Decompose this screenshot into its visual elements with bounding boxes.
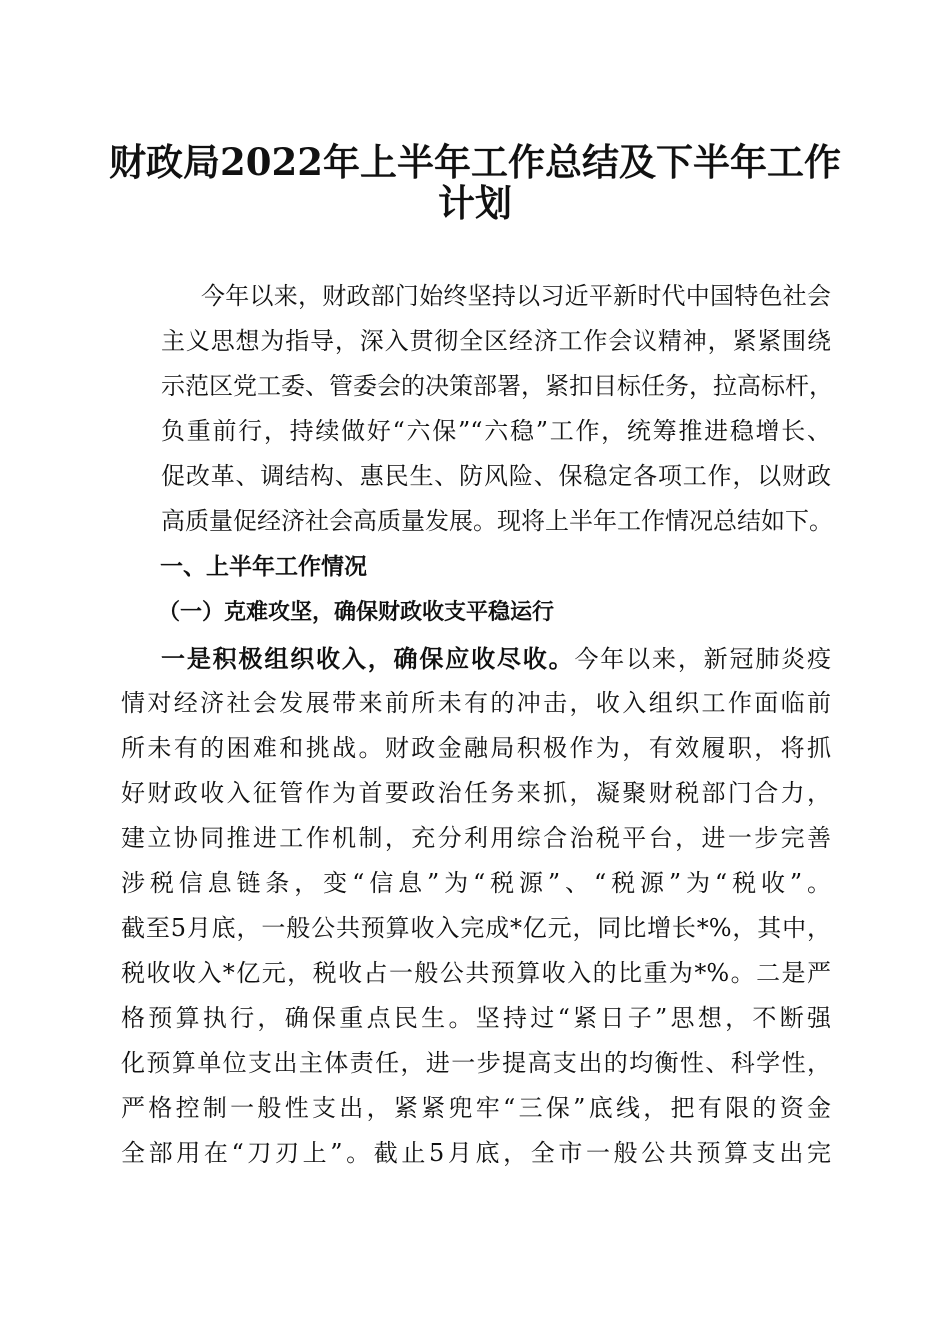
body-first-line	[121, 636, 831, 681]
intro-line: 今年以来，财政部门始终坚持以习近平新时代中国特色社会	[201, 282, 831, 310]
body-line: 涉税信息链条，变“信息”为“税源”、“税源”为“税收”。	[121, 869, 831, 897]
subsection-heading: （一）克难攻坚，确保财政收支平稳运行	[158, 599, 555, 625]
intro-line: 高质量促经济社会高质量发展。现将上半年工作情况总结如下。	[161, 507, 833, 535]
body-line: 税收收入*亿元，税收占一般公共预算收入的比重为*%。二是严	[121, 959, 831, 987]
body-line: 格预算执行，确保重点民生。坚持过“紧日子”思想，不断强	[121, 1004, 831, 1032]
intro-line: 负重前行，持续做好“六保”“六稳”工作，统筹推进稳增长、	[161, 417, 831, 445]
body-line: 好财政收入征管作为首要政治任务来抓，凝聚财税部门合力，	[121, 779, 831, 807]
section-heading: 一、上半年工作情况	[160, 554, 367, 580]
body-line: 全部用在“刀刃上”。截止5月底，全市一般公共预算支出完	[121, 1139, 831, 1167]
intro-line: 示范区党工委、管委会的决策部署，紧扣目标任务，拉高标杆，	[161, 372, 833, 400]
body-line: 严格控制一般性支出，紧紧兜牢“三保”底线，把有限的资金	[121, 1094, 831, 1122]
body-first-rest: 今年以来，新冠肺炎疫	[574, 645, 832, 673]
intro-line: 主义思想为指导，深入贯彻全区经济工作会议精神，紧紧围绕	[161, 327, 831, 355]
body-line: 所未有的困难和挑战。财政金融局积极作为，有效履职，将抓	[121, 734, 831, 762]
intro-paragraph	[121, 274, 831, 544]
lead-phrase: 一是积极组织收入，确保应收尽收。	[161, 644, 575, 673]
document-title-line-1: 财政局2022年上半年工作总结及下半年工作	[109, 140, 841, 184]
document-title-line-2: 计划	[438, 181, 512, 225]
body-line: 化预算单位支出主体责任，进一步提高支出的均衡性、科学性，	[121, 1049, 831, 1077]
body-line: 建立协同推进工作机制，充分利用综合治税平台，进一步完善	[121, 824, 831, 852]
body-paragraph	[121, 636, 831, 1176]
body-line: 情对经济社会发展带来前所未有的冲击，收入组织工作面临前	[121, 689, 831, 717]
intro-line: 促改革、调结构、惠民生、防风险、保稳定各项工作，以财政	[161, 462, 831, 490]
body-line: 截至5月底，一般公共预算收入完成*亿元，同比增长*%，其中，	[121, 914, 831, 942]
